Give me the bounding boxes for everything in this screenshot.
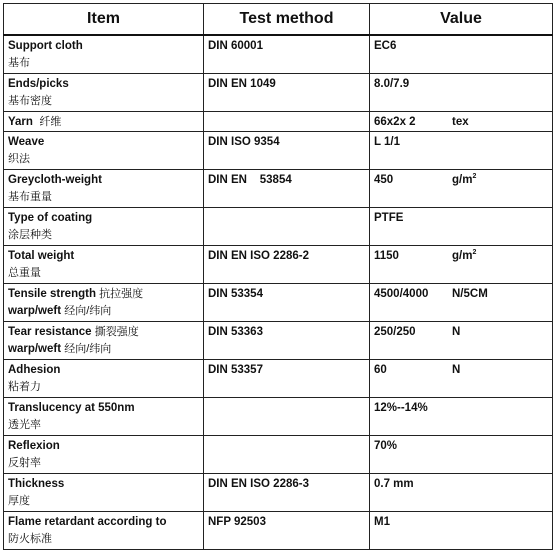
value-number: 1150 [374, 250, 399, 262]
value-number: L 1/1 [374, 136, 400, 148]
table-row [4, 474, 553, 512]
item-label-en: Translucency at 550nm [8, 402, 135, 414]
method-cell: DIN EN 1049 [204, 74, 370, 112]
item-label-en: Tensile strength [8, 288, 96, 300]
item-label-en: Support cloth [8, 40, 83, 52]
value-cell [370, 208, 553, 246]
value-number: 66x2x 2 [374, 116, 416, 128]
table-row [4, 132, 553, 170]
method-cell [204, 436, 370, 474]
item-label-zh: 撕裂强度 [94, 326, 139, 338]
value-cell [370, 436, 553, 474]
table-row [4, 170, 553, 208]
item-cell [4, 208, 204, 246]
item-sublabel-en: warp/weft [8, 343, 62, 355]
item-cell [4, 322, 204, 360]
value-cell [370, 246, 553, 284]
item-label-zh: 抗拉强度 [99, 288, 144, 300]
unit-superscript: 2 [472, 173, 477, 181]
item-label-en: Thickness [8, 478, 65, 490]
item-label-zh: 基布密度 [8, 95, 52, 107]
value-cell [370, 170, 553, 208]
value-number: PTFE [374, 212, 404, 224]
value-cell [370, 35, 553, 74]
value-cell [370, 398, 553, 436]
item-label-zh: 透光率 [8, 419, 41, 431]
unit-superscript: 2 [472, 249, 477, 257]
item-label-en: Yarn [8, 116, 33, 128]
value-number: 12%--14% [374, 402, 428, 414]
table-row [4, 74, 553, 112]
value-unit: N/5CM [452, 288, 488, 300]
method-cell [204, 208, 370, 246]
item-cell [4, 132, 204, 170]
item-label-en: Type of coating [8, 212, 93, 224]
method-cell: DIN 53357 [204, 360, 370, 398]
item-label-zh: 反射率 [8, 457, 41, 469]
item-label-zh: 基布重量 [8, 191, 52, 203]
header-item: Item [4, 4, 204, 36]
value-unit: N [452, 326, 461, 338]
item-label-zh: 织法 [8, 153, 30, 165]
header-test-method: Test method [204, 4, 370, 36]
item-label-en: Greycloth-weight [8, 174, 102, 186]
item-label-en: Total weight [8, 250, 75, 262]
method-cell: DIN 53363 [204, 322, 370, 360]
value-number: 8.0/7.9 [374, 78, 410, 90]
item-label-zh: 基布 [8, 57, 30, 69]
method-cell: DIN EN 53854 [204, 170, 370, 208]
item-cell [4, 35, 204, 74]
item-label-en: Tear resistance [8, 326, 92, 338]
item-cell [4, 474, 204, 512]
method-cell: DIN 53354 [204, 284, 370, 322]
item-label-zh: 纤维 [39, 116, 62, 128]
value-number: EC6 [374, 40, 397, 52]
item-cell [4, 436, 204, 474]
table-row [4, 360, 553, 398]
method-cell: DIN 60001 [204, 35, 370, 74]
value-number: 450 [374, 174, 394, 186]
value-number: 0.7 mm [374, 478, 414, 490]
item-label-en: Weave [8, 136, 45, 148]
method-cell [204, 398, 370, 436]
item-label-zh: 涂层种类 [8, 229, 52, 241]
table-row [4, 246, 553, 284]
table-row [4, 208, 553, 246]
value-number: 250/250 [374, 326, 416, 338]
method-cell: DIN ISO 9354 [204, 132, 370, 170]
item-label-en: Reflexion [8, 440, 60, 452]
specification-table [3, 3, 553, 550]
item-cell [4, 284, 204, 322]
item-cell [4, 246, 204, 284]
table-row [4, 35, 553, 74]
table-row [4, 398, 553, 436]
value-number: 70% [374, 440, 398, 452]
table-row [4, 322, 553, 360]
item-label-en: Flame retardant according to [8, 516, 167, 528]
method-cell: NFP 92503 [204, 512, 370, 550]
item-cell [4, 360, 204, 398]
value-cell [370, 474, 553, 512]
value-cell [370, 322, 553, 360]
value-cell [370, 112, 553, 132]
table-row [4, 284, 553, 322]
value-cell [370, 74, 553, 112]
item-label-zh: 总重量 [8, 267, 41, 279]
table-row [4, 112, 553, 132]
item-label-zh: 厚度 [8, 495, 30, 507]
value-unit: $g/m^2$ [452, 249, 477, 262]
value-cell [370, 132, 553, 170]
item-sublabel-zh: 经向/纬向 [64, 343, 112, 355]
method-cell: DIN EN ISO 2286-2 [204, 246, 370, 284]
value-unit: N [452, 364, 461, 376]
value-number: 60 [374, 364, 387, 376]
method-cell: DIN EN ISO 2286-3 [204, 474, 370, 512]
value-unit: $g/m^2$ [452, 173, 477, 186]
item-cell [4, 170, 204, 208]
item-cell [4, 74, 204, 112]
item-label-zh: 粘着力 [8, 381, 41, 393]
item-sublabel-zh: 经向/纬向 [64, 305, 112, 317]
item-sublabel-en: warp/weft [8, 305, 62, 317]
value-number: M1 [374, 516, 390, 528]
header-value: Value [370, 4, 553, 36]
table-row [4, 436, 553, 474]
item-cell [4, 398, 204, 436]
item-label-en: Adhesion [8, 364, 61, 376]
value-number: 4500/4000 [374, 288, 429, 300]
header-row [4, 4, 553, 36]
item-cell [4, 112, 204, 132]
value-unit: tex [452, 116, 469, 128]
value-cell [370, 360, 553, 398]
method-cell [204, 112, 370, 132]
value-cell [370, 284, 553, 322]
item-label-en: Ends/picks [8, 78, 69, 90]
item-label-zh: 防火标准 [8, 533, 52, 545]
